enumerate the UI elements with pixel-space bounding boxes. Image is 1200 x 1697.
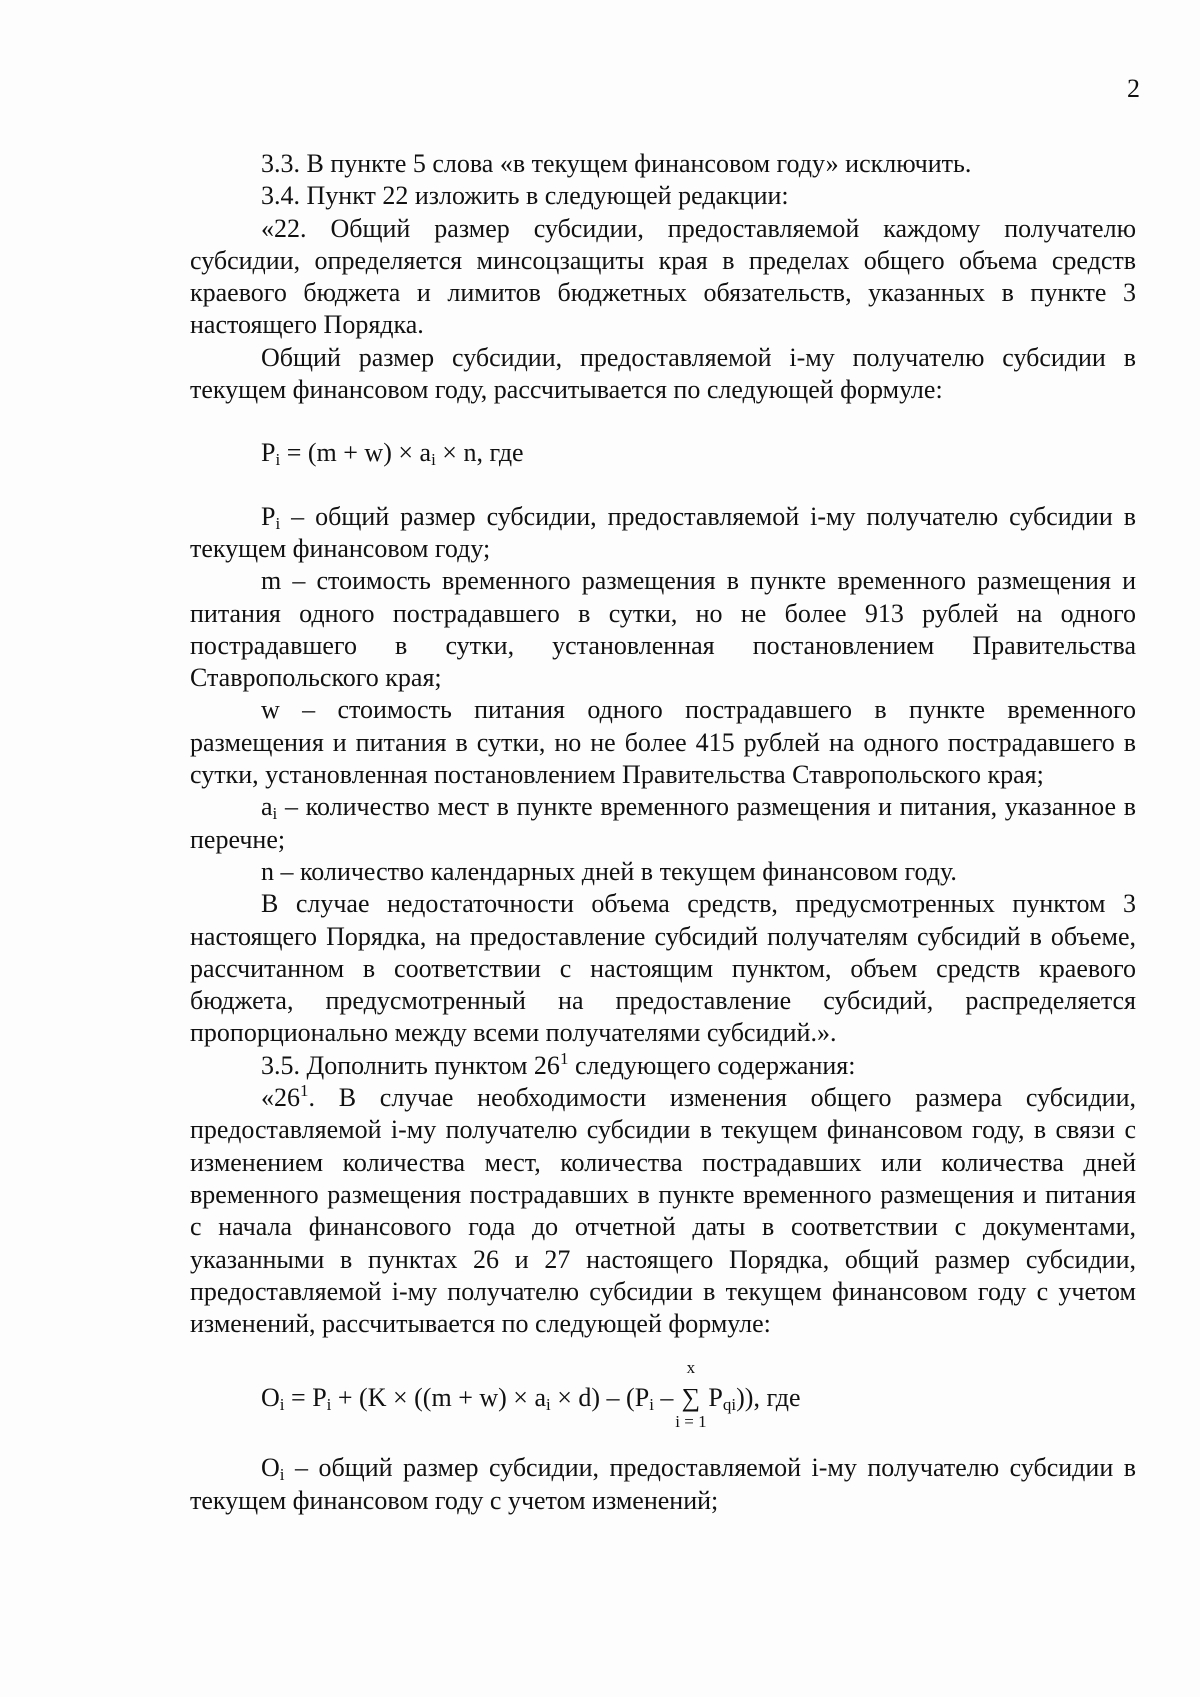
- subscript-i: i: [275, 513, 281, 533]
- definition-ai: [190, 791, 1136, 856]
- formula-part: )), где: [736, 1383, 801, 1413]
- formula-part: + (K × ((m + w) ×: [331, 1383, 535, 1413]
- definition-text: – общий размер субсидии, предоставляемой i-му получателю субсидии в текущем финансовом году;: [190, 501, 1137, 563]
- subscript-qi: qi: [722, 1395, 737, 1415]
- paragraph-26-1: [190, 1082, 1136, 1340]
- subscript-i: i: [279, 1465, 285, 1485]
- formula-part: –: [653, 1383, 680, 1413]
- subscript-i: i: [431, 450, 436, 470]
- paragraph-3-5: [190, 1050, 1136, 1082]
- subscript-i: i: [272, 804, 278, 824]
- definition-pi: [190, 501, 1136, 566]
- sum-lower-limit: i = 1: [675, 1412, 707, 1432]
- formula-oi: [190, 1358, 1136, 1432]
- formula-part: = (m + w) ×: [280, 438, 420, 468]
- paragraph-3-3: 3.3. В пункте 5 слова «в текущем финансовом году» исключить.: [261, 149, 972, 178]
- symbol-p: P: [708, 1383, 723, 1413]
- paragraph-3-4: 3.4. Пункт 22 изложить в следующей редакции:: [261, 181, 789, 211]
- text-part: 3.5. Дополнить пунктом 26: [261, 1050, 560, 1080]
- superscript: 1: [300, 1081, 309, 1101]
- formula-part: × d) – (: [550, 1383, 635, 1413]
- subscript-i: i: [279, 1395, 285, 1415]
- definition-text: – общий размер субсидии, предоставляемой i-му получателю субсидии в текущем финансовом году с учетом изменений;: [190, 1453, 1136, 1515]
- formula-part: × n, где: [435, 438, 524, 468]
- definition-oi: [190, 1452, 1136, 1517]
- symbol-p: P: [261, 438, 276, 468]
- definition-w: w – стоимость питания одного пострадавшего в пункте временного размещения и питания в сутки, но не более 415 рублей на одного пострадавшего в сутки, установленная постановлением Правительства Ставропольского края;: [190, 695, 1136, 790]
- text-part: «26: [261, 1083, 300, 1113]
- symbol-p: P: [634, 1383, 650, 1413]
- page-number: 2: [1127, 74, 1140, 103]
- symbol-p: P: [261, 501, 276, 531]
- symbol-a: a: [419, 438, 432, 468]
- formula-line: [261, 1358, 801, 1432]
- text-part: . В случае необходимости изменения общего размера субсидии, предоставляемой i-му получателю субсидии в текущем финансовом году, в связи с изменением количества мест, количества пострадавших или количества дней временного размещения пострадавших в пункте временного размещения и питания с начала финансового года до отчетной даты в соответствии с документами, указанными в пунктах 26 и 27 настоящего Порядка, общий размер субсидии, предоставляемой i-му получателю субсидии в текущем финансовом году с учетом изменений, рассчитывается по следующей формуле:: [190, 1083, 1136, 1339]
- symbol-o: O: [261, 1383, 280, 1413]
- sum-upper-limit: x: [686, 1358, 696, 1378]
- superscript: 1: [559, 1048, 569, 1068]
- subscript-i: i: [649, 1395, 654, 1415]
- paragraph-formula-intro: Общий размер субсидии, предоставляемой i-му получателю субсидии в текущем финансовом году, рассчитывается по следующей формуле:: [190, 342, 1136, 405]
- symbol-a: a: [534, 1383, 546, 1413]
- summation-sign: [675, 1358, 707, 1432]
- subscript-i: i: [546, 1395, 551, 1415]
- paragraph-insufficiency: В случае недостаточности объема средств, предусмотренных пунктом 3 настоящего Порядка, на предоставление субсидий получателям субсидий в объеме, рассчитанном в соответствии с настоящим пунктом, объем средств краевого бюджета, предусмотренный на предоставление субсидий, распределяется пропорционально между всеми получателями субсидий.».: [190, 889, 1136, 1048]
- text-part: следующего содержания:: [568, 1050, 856, 1080]
- document-body: [190, 148, 1136, 1517]
- subscript-i: i: [326, 1395, 332, 1415]
- symbol-o: O: [261, 1453, 280, 1483]
- symbol-a: a: [261, 792, 273, 822]
- paragraph-22: «22. Общий размер субсидии, предоставляемой каждому получателю субсидии, определяется минсоцзащиты края в пределах общего объема средств краевого бюджета и лимитов бюджетных обязательств, указанных в пункте 3 настоящего Порядка.: [190, 213, 1136, 340]
- definition-text: – количество мест в пункте временного размещения и питания, указанное в перечне;: [190, 792, 1136, 854]
- definition-n: n – количество календарных дней в текущем финансовом году.: [261, 856, 957, 886]
- definition-m: m – стоимость временного размещения в пункте временного размещения и питания одного пострадавшего в сутки, но не более 913 рублей на одного пострадавшего в сутки, установленная постановлением Правительства Ставропольского края;: [190, 566, 1136, 693]
- symbol-p: P: [312, 1383, 327, 1413]
- formula-part: =: [284, 1383, 313, 1413]
- sum-symbol: ∑: [681, 1383, 701, 1413]
- formula-pi: [190, 437, 1136, 469]
- subscript-i: i: [275, 450, 281, 470]
